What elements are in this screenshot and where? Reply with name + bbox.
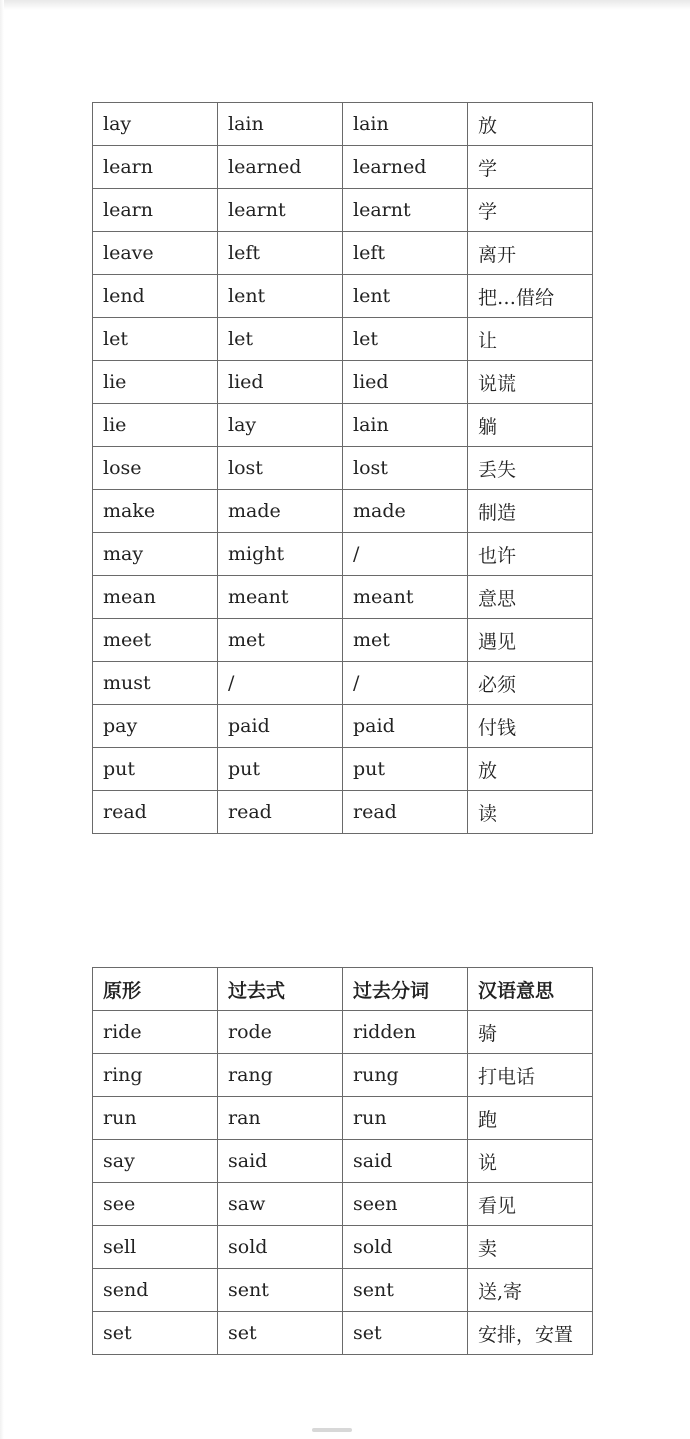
past-tense-cell: lent	[218, 275, 343, 318]
past-tense-cell: rode	[218, 1011, 343, 1054]
past-participle-cell: read	[343, 791, 468, 834]
past-tense-cell: let	[218, 318, 343, 361]
irregular-verbs-table-r-to-s	[92, 967, 593, 1355]
table-row	[93, 1054, 593, 1097]
table-row	[93, 1226, 593, 1269]
past-tense-cell: meant	[218, 576, 343, 619]
past-participle-cell: lied	[343, 361, 468, 404]
past-participle-cell: sold	[343, 1226, 468, 1269]
past-participle-cell: paid	[343, 705, 468, 748]
base-form-cell: make	[93, 490, 218, 533]
header-past-tense: 过去式	[218, 968, 343, 1011]
past-participle-cell: /	[343, 533, 468, 576]
chinese-meaning-cell: 学	[468, 189, 593, 232]
past-tense-cell: saw	[218, 1183, 343, 1226]
base-form-cell: ring	[93, 1054, 218, 1097]
past-participle-cell: set	[343, 1312, 468, 1355]
base-form-cell: lose	[93, 447, 218, 490]
past-tense-cell: paid	[218, 705, 343, 748]
past-participle-cell: learnt	[343, 189, 468, 232]
past-participle-cell: met	[343, 619, 468, 662]
past-tense-cell: said	[218, 1140, 343, 1183]
table-row	[93, 275, 593, 318]
table-row	[93, 705, 593, 748]
base-form-cell: lie	[93, 404, 218, 447]
chinese-meaning-cell: 骑	[468, 1011, 593, 1054]
header-chinese-meaning: 汉语意思	[468, 968, 593, 1011]
table-row	[93, 619, 593, 662]
past-tense-cell: ran	[218, 1097, 343, 1140]
base-form-cell: put	[93, 748, 218, 791]
chinese-meaning-cell: 学	[468, 146, 593, 189]
past-tense-cell: sold	[218, 1226, 343, 1269]
past-participle-cell: made	[343, 490, 468, 533]
base-form-cell: learn	[93, 189, 218, 232]
chinese-meaning-cell: 说	[468, 1140, 593, 1183]
past-participle-cell: lain	[343, 103, 468, 146]
table-row	[93, 404, 593, 447]
past-participle-cell: lost	[343, 447, 468, 490]
chinese-meaning-cell: 必须	[468, 662, 593, 705]
table-row	[93, 748, 593, 791]
base-form-cell: set	[93, 1312, 218, 1355]
chinese-meaning-cell: 制造	[468, 490, 593, 533]
base-form-cell: lay	[93, 103, 218, 146]
past-participle-cell: lent	[343, 275, 468, 318]
base-form-cell: read	[93, 791, 218, 834]
header-base-form: 原形	[93, 968, 218, 1011]
past-tense-cell: lost	[218, 447, 343, 490]
table-row	[93, 1011, 593, 1054]
past-tense-cell: left	[218, 232, 343, 275]
base-form-cell: lend	[93, 275, 218, 318]
chinese-meaning-cell: 看见	[468, 1183, 593, 1226]
chinese-meaning-cell: 安排，安置	[468, 1312, 593, 1355]
past-tense-cell: put	[218, 748, 343, 791]
past-participle-cell: left	[343, 232, 468, 275]
base-form-cell: leave	[93, 232, 218, 275]
base-form-cell: run	[93, 1097, 218, 1140]
table-row	[93, 189, 593, 232]
table-row	[93, 1097, 593, 1140]
table-row	[93, 447, 593, 490]
base-form-cell: sell	[93, 1226, 218, 1269]
chinese-meaning-cell: 也许	[468, 533, 593, 576]
base-form-cell: say	[93, 1140, 218, 1183]
base-form-cell: lie	[93, 361, 218, 404]
chinese-meaning-cell: 让	[468, 318, 593, 361]
page-bottom-mark	[312, 1428, 352, 1432]
table-row	[93, 361, 593, 404]
base-form-cell: see	[93, 1183, 218, 1226]
table-row	[93, 232, 593, 275]
past-tense-cell: lied	[218, 361, 343, 404]
past-participle-cell: /	[343, 662, 468, 705]
chinese-meaning-cell: 跑	[468, 1097, 593, 1140]
chinese-meaning-cell: 放	[468, 103, 593, 146]
table-row	[93, 318, 593, 361]
table-row	[93, 1312, 593, 1355]
table-row	[93, 533, 593, 576]
base-form-cell: learn	[93, 146, 218, 189]
table-row	[93, 1269, 593, 1312]
base-form-cell: may	[93, 533, 218, 576]
base-form-cell: must	[93, 662, 218, 705]
past-participle-cell: sent	[343, 1269, 468, 1312]
past-tense-cell: sent	[218, 1269, 343, 1312]
page-left-edge	[0, 0, 4, 1439]
table-header	[93, 968, 593, 1011]
table-row	[93, 662, 593, 705]
chinese-meaning-cell: 放	[468, 748, 593, 791]
chinese-meaning-cell: 卖	[468, 1226, 593, 1269]
table-row	[93, 576, 593, 619]
base-form-cell: ride	[93, 1011, 218, 1054]
chinese-meaning-cell: 躺	[468, 404, 593, 447]
header-row	[93, 968, 593, 1011]
base-form-cell: send	[93, 1269, 218, 1312]
chinese-meaning-cell: 说谎	[468, 361, 593, 404]
chinese-meaning-cell: 意思	[468, 576, 593, 619]
past-tense-cell: /	[218, 662, 343, 705]
past-participle-cell: let	[343, 318, 468, 361]
past-tense-cell: set	[218, 1312, 343, 1355]
table-row	[93, 1140, 593, 1183]
past-tense-cell: learned	[218, 146, 343, 189]
past-tense-cell: met	[218, 619, 343, 662]
table-row	[93, 490, 593, 533]
past-tense-cell: read	[218, 791, 343, 834]
past-tense-cell: lay	[218, 404, 343, 447]
past-tense-cell: rang	[218, 1054, 343, 1097]
past-tense-cell: lain	[218, 103, 343, 146]
table-row	[93, 146, 593, 189]
past-tense-cell: learnt	[218, 189, 343, 232]
table-row	[93, 1183, 593, 1226]
chinese-meaning-cell: 离开	[468, 232, 593, 275]
past-tense-cell: made	[218, 490, 343, 533]
chinese-meaning-cell: 付钱	[468, 705, 593, 748]
table-row	[93, 103, 593, 146]
table-body	[93, 1011, 593, 1355]
irregular-verbs-table-l-to-r	[92, 102, 593, 834]
past-participle-cell: put	[343, 748, 468, 791]
past-participle-cell: run	[343, 1097, 468, 1140]
page-top-shadow	[0, 0, 690, 10]
past-tense-cell: might	[218, 533, 343, 576]
chinese-meaning-cell: 遇见	[468, 619, 593, 662]
table-row	[93, 791, 593, 834]
past-participle-cell: learned	[343, 146, 468, 189]
past-participle-cell: seen	[343, 1183, 468, 1226]
past-participle-cell: lain	[343, 404, 468, 447]
base-form-cell: pay	[93, 705, 218, 748]
past-participle-cell: rung	[343, 1054, 468, 1097]
chinese-meaning-cell: 读	[468, 791, 593, 834]
chinese-meaning-cell: 打电话	[468, 1054, 593, 1097]
chinese-meaning-cell: 丢失	[468, 447, 593, 490]
past-participle-cell: ridden	[343, 1011, 468, 1054]
past-participle-cell: meant	[343, 576, 468, 619]
chinese-meaning-cell: 送,寄	[468, 1269, 593, 1312]
base-form-cell: mean	[93, 576, 218, 619]
header-past-participle: 过去分词	[343, 968, 468, 1011]
past-participle-cell: said	[343, 1140, 468, 1183]
base-form-cell: let	[93, 318, 218, 361]
chinese-meaning-cell: 把…借给	[468, 275, 593, 318]
base-form-cell: meet	[93, 619, 218, 662]
table-body	[93, 103, 593, 834]
